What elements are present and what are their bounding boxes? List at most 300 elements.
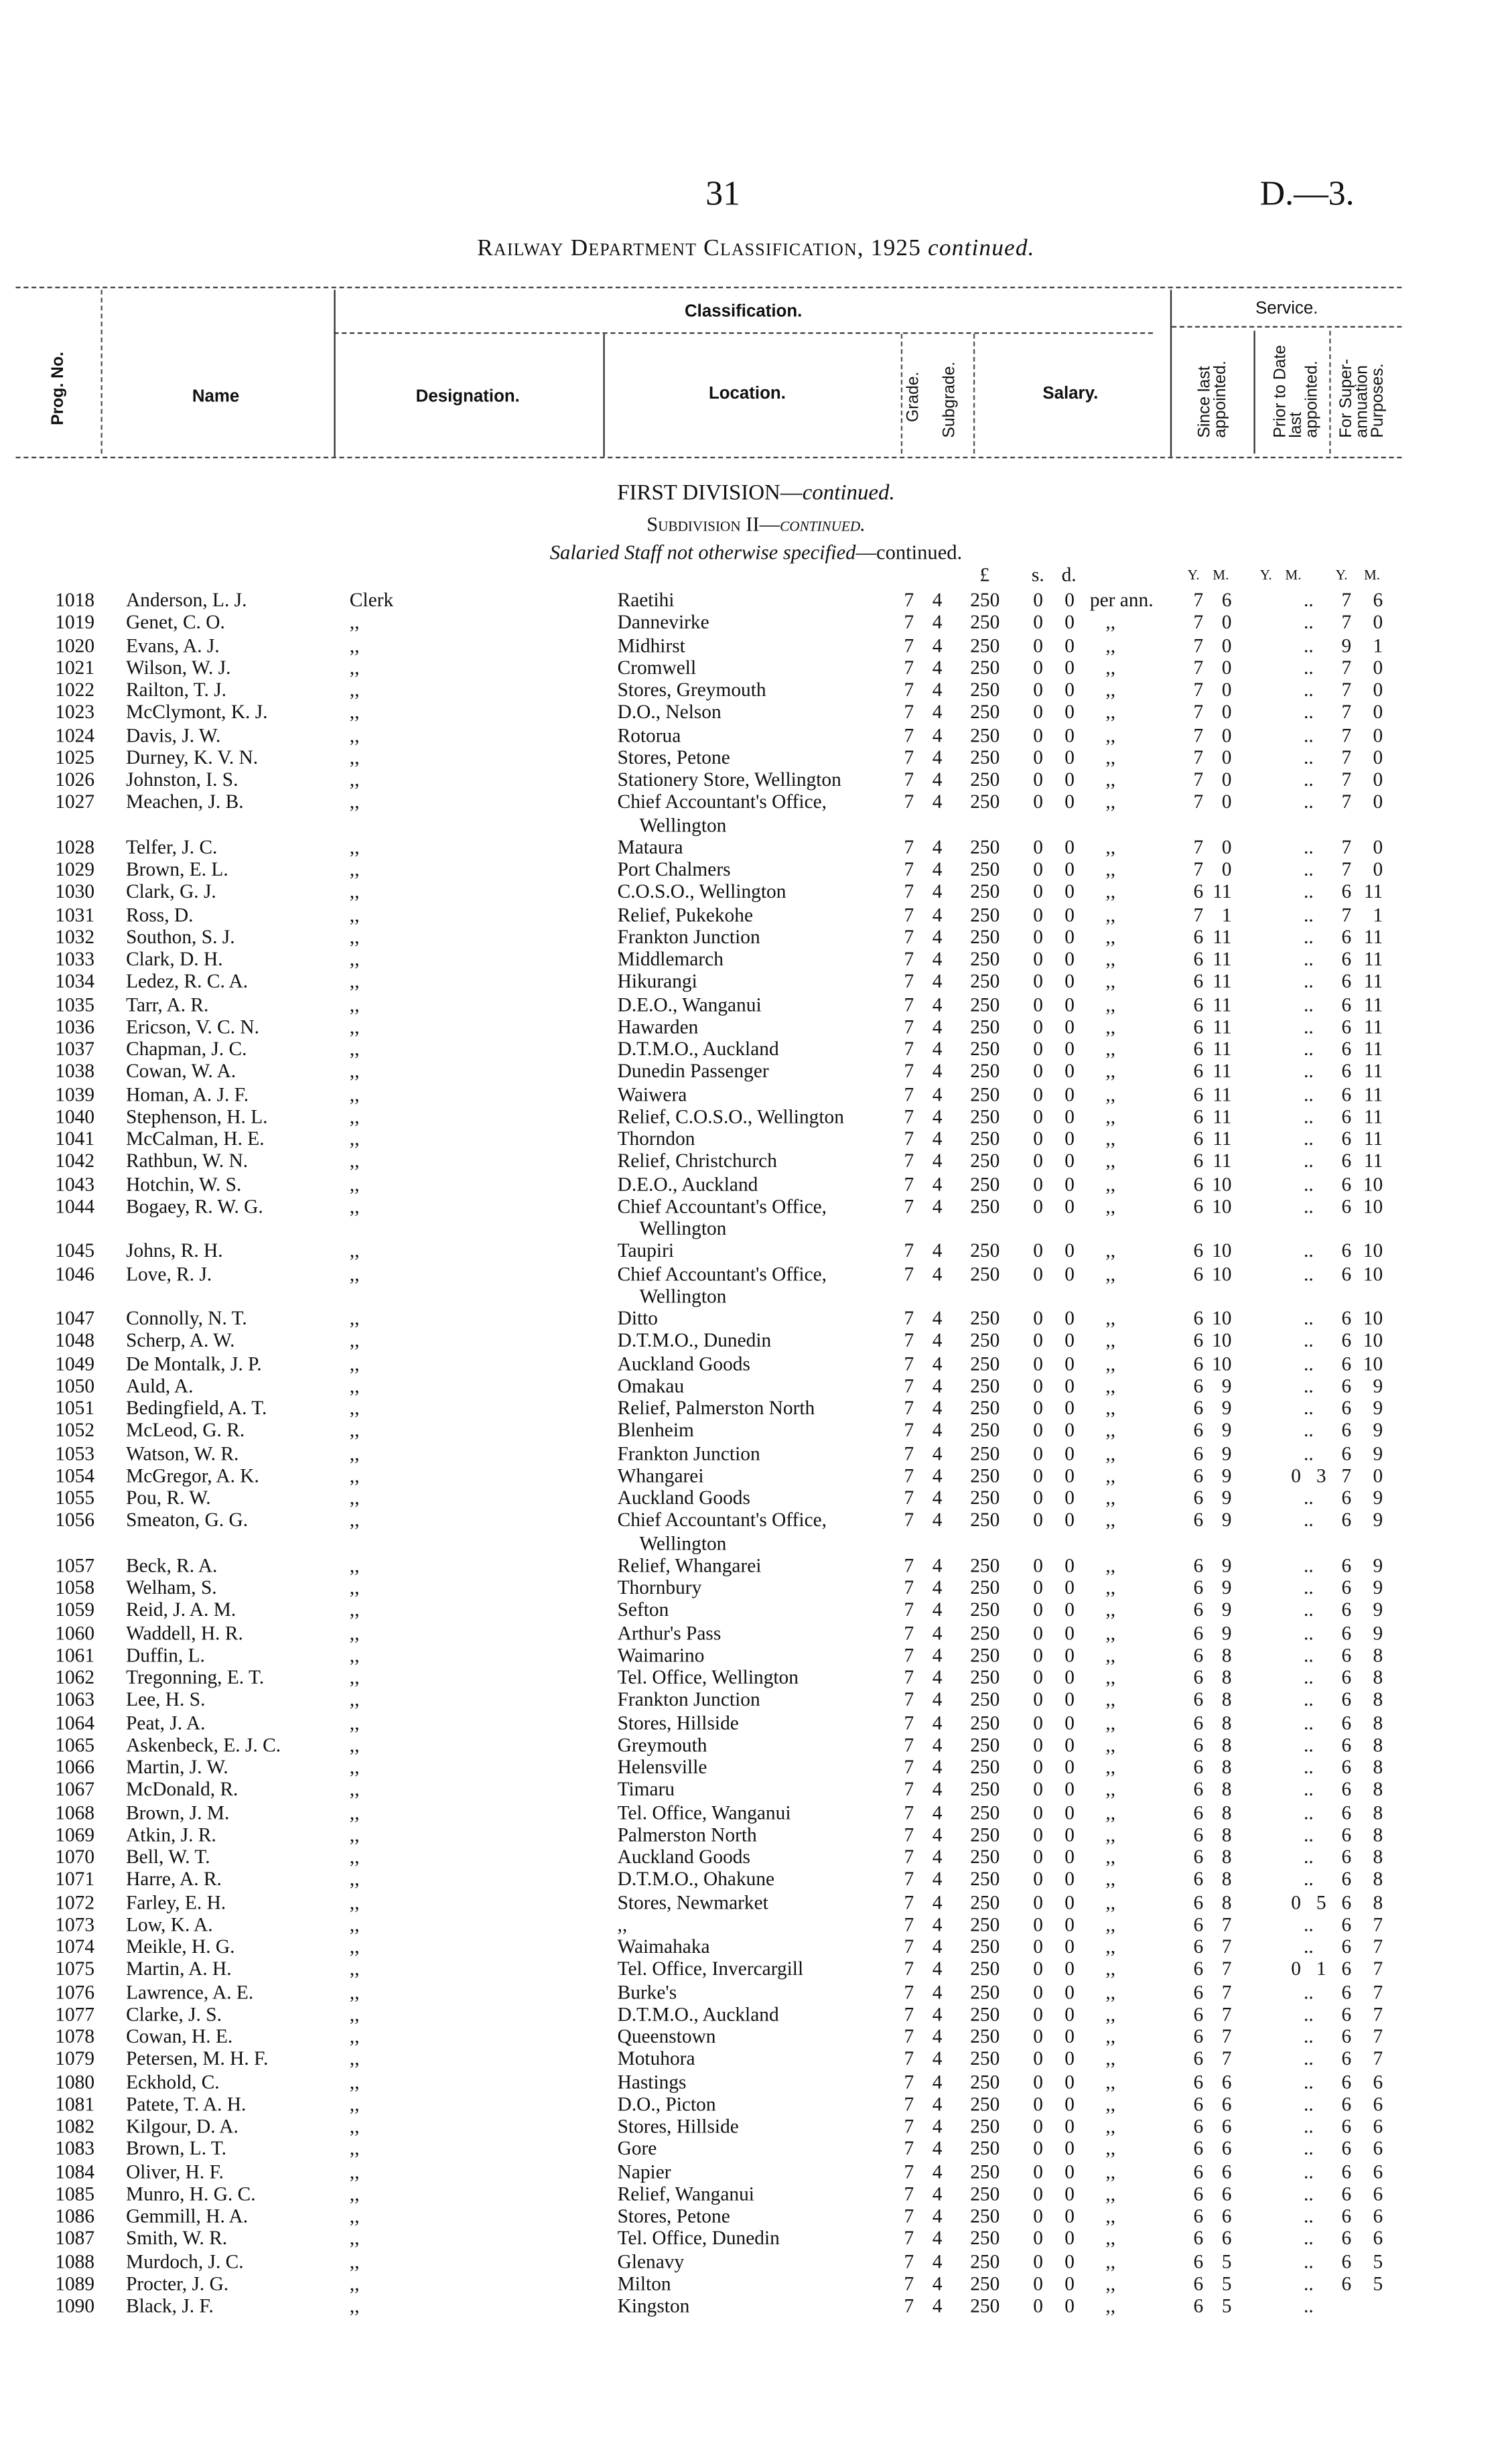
cell-salary-shillings: 0 [1033,1509,1043,1531]
table-row [0,1734,1512,1757]
cell-location: Frankton Junction [617,1688,760,1711]
cell-since-last-years: 6 [1193,1150,1204,1172]
cell-since-last-months: 9 [1221,1621,1232,1644]
cell-superannuation-months: 8 [1373,1846,1383,1868]
cell-superannuation-years: 7 [1341,858,1352,881]
cell-prog-no: 1021 [55,656,95,679]
cell-since-last-months: 0 [1221,768,1232,791]
cell-designation: ,, [349,970,360,993]
cell-superannuation-months: 9 [1373,1509,1383,1531]
cell-salary-pounds: 250 [970,1307,1000,1330]
cell-location: Waimahaka [617,1935,710,1958]
cell-subgrade: 4 [932,1060,943,1083]
cell-prior-months: .. [1304,1711,1314,1734]
cell-salary-shillings: 0 [1033,656,1043,679]
cell-per-annum: ,, [1105,1060,1116,1083]
cell-since-last-months: 9 [1221,1509,1232,1531]
cell-salary-pence: 0 [1064,1127,1075,1150]
cell-salary-pence: 0 [1064,2295,1075,2317]
table-row [0,1576,1512,1599]
cell-superannuation-months: 6 [1373,2137,1383,2160]
cell-since-last-months: 0 [1221,701,1232,724]
unit-year: Y. [1187,567,1200,583]
cell-salary-pounds: 250 [970,2115,1000,2138]
cell-prior-months: .. [1304,1688,1314,1711]
cell-designation: ,, [349,1015,360,1038]
cell-since-last-months: 11 [1213,1127,1232,1150]
cell-superannuation-years: 6 [1341,1778,1352,1801]
cell-salary-shillings: 0 [1033,925,1043,948]
cell-prog-no: 1087 [55,2227,95,2250]
cell-per-annum: ,, [1105,746,1116,768]
cell-per-annum: ,, [1105,2025,1116,2048]
cell-location: Thornbury [617,1576,702,1599]
cell-since-last-years: 6 [1193,1509,1204,1531]
cell-salary-shillings: 0 [1033,746,1043,768]
cell-per-annum: ,, [1105,1733,1116,1756]
cell-superannuation-years: 6 [1341,1980,1352,2003]
cell-since-last-years: 6 [1193,2295,1204,2317]
cell-salary-pence: 0 [1064,1913,1075,1935]
cell-per-annum: ,, [1105,1464,1116,1487]
cell-designation: ,, [349,1419,360,1442]
cell-name: Gemmill, H. A. [126,2205,249,2228]
cell-superannuation-years: 6 [1341,993,1352,1016]
cell-grade: 7 [904,2025,914,2048]
cell-prog-no: 1077 [55,2002,95,2025]
cell-location: Stores, Petone [617,2205,730,2228]
cell-subgrade: 4 [932,1598,943,1621]
cell-salary-shillings: 0 [1033,1958,1043,1980]
cell-designation: ,, [349,1958,360,1980]
cell-per-annum: ,, [1105,1801,1116,1824]
cell-prog-no: 1020 [55,634,95,657]
cell-salary-pence: 0 [1064,724,1075,746]
cell-since-last-years: 6 [1193,1329,1204,1352]
cell-superannuation-months: 10 [1363,1262,1383,1285]
cell-subgrade: 4 [932,2182,943,2205]
cell-salary-pounds: 250 [970,948,1000,971]
cell-superannuation-months: 1 [1373,634,1383,657]
cell-subgrade: 4 [932,2250,943,2272]
cell-superannuation-months: 7 [1373,1935,1383,1958]
cell-designation: ,, [349,858,360,881]
cell-name: Brown, E. L. [126,858,228,881]
cell-since-last-years: 7 [1193,903,1204,926]
cell-superannuation-years: 6 [1341,1868,1352,1891]
cell-since-last-months: 6 [1221,2182,1232,2205]
cell-location: Whangarei [617,1464,704,1487]
cell-location: D.E.O., Auckland [617,1172,758,1195]
cell-per-annum: ,, [1105,858,1116,881]
table-row [0,2115,1512,2138]
cell-salary-pounds: 250 [970,1150,1000,1172]
cell-subgrade: 4 [932,1756,943,1779]
cell-superannuation-years: 6 [1341,1756,1352,1779]
cell-name: Black, J. F. [126,2295,214,2317]
cell-prior-months: .. [1304,1554,1314,1576]
cell-superannuation-months: 9 [1373,1442,1383,1464]
cell-name: Rathbun, W. N. [126,1150,249,1172]
cell-grade: 7 [904,1374,914,1397]
cell-subgrade: 4 [932,1352,943,1375]
cell-prog-no: 1035 [55,993,95,1016]
cell-since-last-months: 0 [1221,858,1232,881]
cell-superannuation-months: 6 [1373,2160,1383,2183]
cell-grade: 7 [904,1262,914,1285]
cell-grade: 7 [904,634,914,657]
cell-grade: 7 [904,589,914,612]
cell-grade: 7 [904,1015,914,1038]
cell-name: Wilson, W. J. [126,656,231,679]
cell-subgrade: 4 [932,1935,943,1958]
cell-subgrade: 4 [932,1868,943,1891]
cell-location: Chief Accountant's Office, [617,791,827,813]
cell-superannuation-years: 6 [1341,1913,1352,1935]
cell-location: D.E.O., Wanganui [617,993,762,1016]
cell-grade: 7 [904,1127,914,1150]
cell-designation: ,, [349,1891,360,1913]
cell-salary-pounds: 250 [970,1172,1000,1195]
table-row [0,724,1512,746]
cell-salary-pounds: 250 [970,1980,1000,2003]
cell-salary-shillings: 0 [1033,1083,1043,1105]
cell-designation: ,, [349,1576,360,1599]
cell-location: Chief Accountant's Office, [617,1509,827,1531]
cell-name: Connolly, N. T. [126,1307,247,1330]
table-row [0,2272,1512,2295]
cell-per-annum: ,, [1105,1127,1116,1150]
header-location: Location. [708,384,786,403]
cell-salary-pence: 0 [1064,948,1075,971]
cell-per-annum: ,, [1105,1194,1116,1217]
cell-salary-pence: 0 [1064,1172,1075,1195]
cell-grade: 7 [904,1598,914,1621]
cell-salary-shillings: 0 [1033,1419,1043,1442]
table-row [0,881,1512,904]
cell-grade: 7 [904,656,914,679]
cell-prog-no: 1041 [55,1127,95,1150]
cell-per-annum: ,, [1105,1913,1116,1935]
table-row [0,2205,1512,2228]
cell-salary-pence: 0 [1064,1756,1075,1779]
cell-since-last-months: 9 [1221,1487,1232,1509]
cell-since-last-years: 6 [1193,1643,1204,1666]
cell-superannuation-years: 6 [1341,1891,1352,1913]
cell-prior-months: .. [1304,1980,1314,2003]
cell-salary-shillings: 0 [1033,1127,1043,1150]
cell-prog-no: 1032 [55,925,95,948]
cell-prog-no: 1024 [55,724,95,746]
cell-name: McClymont, K. J. [126,701,268,724]
division-heading: FIRST DIVISION—continued. [617,482,895,506]
cell-since-last-months: 6 [1221,589,1232,612]
cell-prior-months: .. [1304,1329,1314,1352]
cell-subgrade: 4 [932,835,943,858]
cell-name: Petersen, M. H. F. [126,2047,269,2070]
table-row [0,1689,1512,1712]
cell-superannuation-months: 11 [1363,970,1383,993]
cell-salary-pounds: 250 [970,1756,1000,1779]
cell-designation: ,, [349,1756,360,1779]
cell-location: Dunedin Passenger [617,1060,769,1083]
cell-prior-months: .. [1304,1397,1314,1420]
cell-location: Frankton Junction [617,925,760,948]
cell-location: Relief, C.O.S.O., Wellington [617,1105,844,1127]
cell-superannuation-years: 7 [1341,701,1352,724]
cell-since-last-years: 6 [1193,1621,1204,1644]
cell-superannuation-months: 11 [1363,993,1383,1016]
cell-location: Timaru [617,1778,675,1801]
cell-per-annum: ,, [1105,1688,1116,1711]
cell-subgrade: 4 [932,656,943,679]
cell-subgrade: 4 [932,679,943,701]
cell-salary-shillings: 0 [1033,1576,1043,1599]
table-row [0,1487,1512,1509]
cell-grade: 7 [904,791,914,813]
table-row [0,1935,1512,1958]
cell-location: Waiwera [617,1083,687,1105]
cell-prog-no: 1061 [55,1643,95,1666]
cell-superannuation-years: 6 [1341,2182,1352,2205]
cell-location: Napier [617,2160,671,2183]
cell-name: Hotchin, W. S. [126,1172,242,1195]
unit-pence: d. [1061,563,1077,586]
cell-since-last-months: 9 [1221,1464,1232,1487]
cell-since-last-years: 6 [1193,1239,1204,1262]
cell-prior-months: .. [1304,1733,1314,1756]
cell-name: Homan, A. J. F. [126,1083,249,1105]
cell-grade: 7 [904,2137,914,2160]
cell-location: Mataura [617,835,683,858]
cell-per-annum: ,, [1105,1015,1116,1038]
cell-since-last-years: 6 [1193,2047,1204,2070]
cell-salary-shillings: 0 [1033,835,1043,858]
cell-subgrade: 4 [932,1172,943,1195]
cell-grade: 7 [904,679,914,701]
cell-designation: ,, [349,1262,360,1285]
cell-since-last-years: 6 [1193,1352,1204,1375]
cell-salary-pounds: 250 [970,1598,1000,1621]
cell-grade: 7 [904,1823,914,1846]
cell-superannuation-years: 6 [1341,1958,1352,1980]
cell-superannuation-months: 8 [1373,1688,1383,1711]
cell-prog-no: 1067 [55,1778,95,1801]
cell-superannuation-years: 6 [1341,1307,1352,1330]
unit-shilling: s. [1031,563,1044,586]
cell-salary-pence: 0 [1064,1778,1075,1801]
cell-since-last-years: 6 [1193,2025,1204,2048]
cell-grade: 7 [904,1442,914,1464]
cell-prior-months: .. [1304,2047,1314,2070]
cell-prog-no: 1075 [55,1958,95,1980]
cell-name: Auld, A. [126,1374,194,1397]
cell-superannuation-months: 8 [1373,1823,1383,1846]
cell-since-last-years: 6 [1193,1778,1204,1801]
cell-prior-months: .. [1304,1172,1314,1195]
cell-prior-months: .. [1304,2115,1314,2138]
cell-superannuation-years: 6 [1341,2137,1352,2160]
cell-name: Lee, H. S. [126,1688,206,1711]
cell-superannuation-years: 6 [1341,1015,1352,1038]
cell-name: McLeod, G. R. [126,1419,245,1442]
cell-salary-pounds: 250 [970,1509,1000,1531]
cell-salary-pence: 0 [1064,925,1075,948]
cell-salary-pence: 0 [1064,2115,1075,2138]
cell-grade: 7 [904,2002,914,2025]
cell-salary-pounds: 250 [970,1352,1000,1375]
cell-superannuation-months: 0 [1373,835,1383,858]
cell-since-last-months: 6 [1221,2205,1232,2228]
cell-per-annum: ,, [1105,2137,1116,2160]
cell-name: Chapman, J. C. [126,1038,247,1061]
cell-location: Motuhora [617,2047,695,2070]
cell-salary-shillings: 0 [1033,791,1043,813]
cell-superannuation-months: 10 [1363,1194,1383,1217]
cell-salary-pounds: 250 [970,1105,1000,1127]
cell-per-annum: ,, [1105,2115,1116,2138]
cell-prog-no: 1038 [55,1060,95,1083]
table-row [0,926,1512,949]
cell-grade: 7 [904,1733,914,1756]
cell-location: Stores, Newmarket [617,1891,768,1913]
cell-prog-no: 1079 [55,2047,95,2070]
cell-salary-pence: 0 [1064,2205,1075,2228]
cell-prior-months: .. [1304,993,1314,1016]
cell-salary-pounds: 250 [970,1576,1000,1599]
cell-designation: ,, [349,1194,360,1217]
cell-superannuation-years: 6 [1341,1509,1352,1531]
cell-salary-shillings: 0 [1033,2227,1043,2250]
unit-year: Y. [1259,567,1272,583]
cell-salary-shillings: 0 [1033,1015,1043,1038]
cell-superannuation-months: 0 [1373,656,1383,679]
cell-salary-shillings: 0 [1033,1194,1043,1217]
cell-salary-pence: 0 [1064,1464,1075,1487]
cell-salary-shillings: 0 [1033,2115,1043,2138]
cell-prior-months: .. [1304,679,1314,701]
cell-since-last-months: 10 [1212,1239,1232,1262]
cell-since-last-years: 7 [1193,835,1204,858]
cell-subgrade: 4 [932,2272,943,2295]
table-row [0,1509,1512,1554]
cell-name: Lawrence, A. E. [126,1980,254,2003]
table-row [0,657,1512,679]
cell-subgrade: 4 [932,1239,943,1262]
cell-grade: 7 [904,1756,914,1779]
cell-superannuation-months: 8 [1373,1801,1383,1824]
cell-superannuation-years: 6 [1341,2160,1352,2183]
cell-salary-pounds: 250 [970,1711,1000,1734]
cell-superannuation-months: 9 [1373,1397,1383,1420]
cell-superannuation-months: 11 [1363,1127,1383,1150]
cell-superannuation-years: 6 [1341,1329,1352,1352]
header-since-last: Since last appointed. [1195,360,1231,438]
cell-salary-pence: 0 [1064,1487,1075,1509]
cell-prog-no: 1060 [55,1621,95,1644]
cell-per-annum: ,, [1105,634,1116,657]
cell-name: Bedingfield, A. T. [126,1397,267,1420]
cell-prior-months: .. [1304,2002,1314,2025]
cell-since-last-months: 6 [1221,2227,1232,2250]
cell-location: Greymouth [617,1733,707,1756]
cell-location: Chief Accountant's Office, [617,1262,827,1285]
cell-location: Auckland Goods [617,1352,750,1375]
cell-since-last-months: 6 [1221,2137,1232,2160]
table-row [0,1352,1512,1375]
cell-subgrade: 4 [932,1778,943,1801]
table-row [0,903,1512,926]
cell-since-last-years: 6 [1193,1419,1204,1442]
cell-since-last-years: 6 [1193,1194,1204,1217]
cell-prog-no: 1025 [55,746,95,768]
cell-designation: ,, [349,1105,360,1127]
cell-grade: 7 [904,1464,914,1487]
table-row [0,791,1512,836]
cell-prog-no: 1044 [55,1194,95,1217]
table-row [0,2228,1512,2250]
cell-designation: ,, [349,1352,360,1375]
cell-superannuation-months: 9 [1373,1621,1383,1644]
cell-location: Omakau [617,1374,685,1397]
cell-location: Relief, Palmerston North [617,1397,815,1420]
cell-subgrade: 4 [932,589,943,612]
cell-salary-pence: 0 [1064,1846,1075,1868]
header-grade: Grade. [904,371,923,423]
cell-subgrade: 4 [932,1374,943,1397]
cell-location: Port Chalmers [617,858,731,881]
cell-salary-pence: 0 [1064,2002,1075,2025]
cell-since-last-months: 10 [1212,1307,1232,1330]
header-service: Service. [1255,299,1318,318]
cell-salary-shillings: 0 [1033,1756,1043,1779]
cell-grade: 7 [904,903,914,926]
cell-prior-months: 3 [1316,1464,1326,1487]
cell-since-last-months: 8 [1221,1688,1232,1711]
cell-location: Hikurangi [617,970,697,993]
cell-since-last-months: 10 [1212,1194,1232,1217]
cell-location: Middlemarch [617,948,724,971]
cell-location: Sefton [617,1598,669,1621]
cell-grade: 7 [904,993,914,1016]
cell-per-annum: ,, [1105,2227,1116,2250]
table-row [0,1105,1512,1128]
cell-prog-no: 1053 [55,1442,95,1464]
table-row [0,1375,1512,1397]
header-subgrade: Subgrade. [940,361,959,438]
cell-salary-pence: 0 [1064,1823,1075,1846]
cell-prog-no: 1069 [55,1823,95,1846]
cell-superannuation-months: 8 [1373,1711,1383,1734]
cell-salary-pounds: 250 [970,1487,1000,1509]
cell-grade: 7 [904,1958,914,1980]
cell-salary-shillings: 0 [1033,1688,1043,1711]
cell-grade: 7 [904,2205,914,2228]
cell-superannuation-years: 6 [1341,1419,1352,1442]
cell-salary-shillings: 0 [1033,1733,1043,1756]
cell-grade: 7 [904,1935,914,1958]
cell-salary-pence: 0 [1064,1262,1075,1285]
cell-name: Johns, R. H. [126,1239,223,1262]
cell-prior-months: .. [1304,2227,1314,2250]
cell-grade: 7 [904,1554,914,1576]
cell-since-last-months: 0 [1221,656,1232,679]
cell-since-last-years: 6 [1193,1487,1204,1509]
cell-location: Tel. Office, Wanganui [617,1801,791,1824]
cell-since-last-months: 5 [1221,2250,1232,2272]
cell-per-annum: ,, [1105,903,1116,926]
cell-salary-pence: 0 [1064,634,1075,657]
